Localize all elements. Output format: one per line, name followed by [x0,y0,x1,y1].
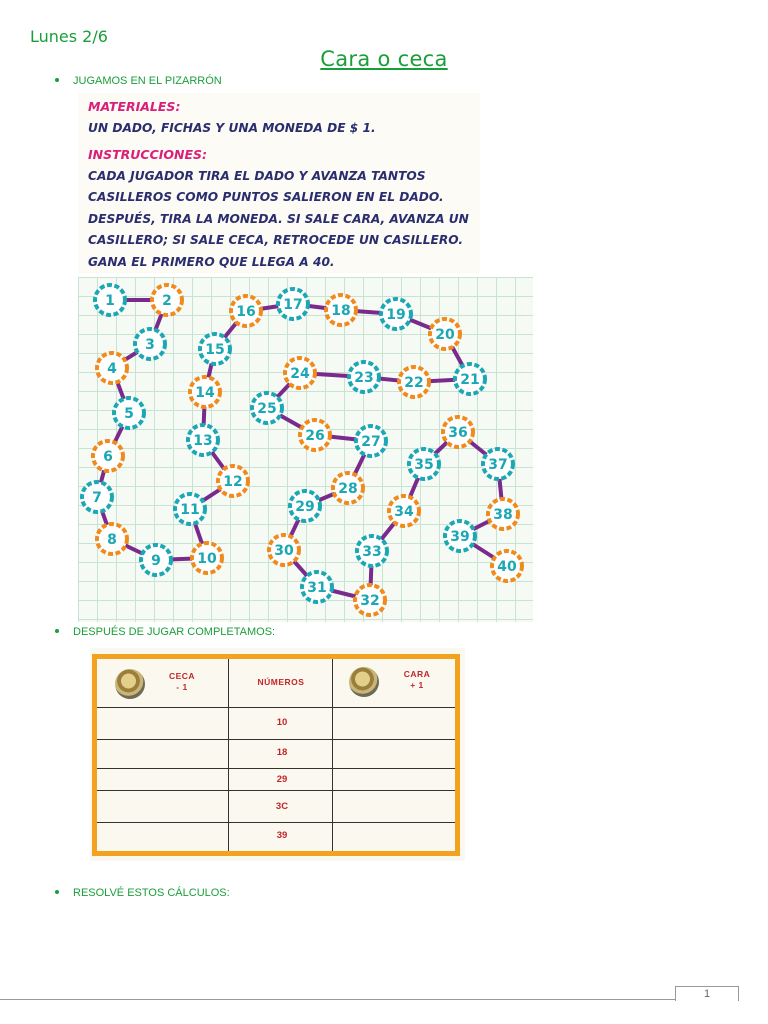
board-cell [190,377,220,407]
board-cell-number: 5 [124,406,134,422]
materials-title: MATERIALES: [88,99,181,114]
header-numeros: NÚMEROS [257,677,305,687]
board-cell-number: 7 [92,490,102,506]
table-cell-number: 3C [275,801,289,812]
board-cell [389,496,419,526]
board-cell-number: 16 [236,304,256,320]
bullet-item-complete [55,626,275,638]
board-cell [357,536,387,566]
board-cell [200,334,230,364]
board-cell [269,535,299,565]
board-cell-number: 6 [103,449,113,465]
board-cell-number: 25 [257,401,277,417]
board-cell [114,398,144,428]
game-board-drawing [78,277,533,622]
table-divider [97,790,455,791]
coin-ceca-icon [115,669,145,699]
instructions-image [78,93,480,273]
board-cell [300,420,330,450]
header-ceca [157,671,207,693]
board-cell [285,358,315,388]
coin-table-image [90,648,465,861]
bullet-text: JUGAMOS EN EL PIZARRÓN [73,75,222,87]
board-cell [445,521,475,551]
board-cell [333,473,363,503]
board-cell-number: 30 [274,543,294,559]
table-divider [97,822,455,823]
board-cell-number: 14 [195,385,215,401]
board-cell [97,353,127,383]
board-cell-number: 40 [497,559,517,575]
board-cell [175,494,205,524]
board-cell [381,299,411,329]
bullet-dot-icon [55,78,59,82]
board-cell [93,441,123,471]
instruction-line: CASILLERO; SI SALE CECA, RETROCEDE UN CASILLERO. [88,233,463,247]
board-cell-number: 11 [180,502,200,518]
table-cell-number: 10 [276,717,288,728]
board-cell [82,482,112,512]
board-cell-number: 27 [361,434,381,450]
instruction-line: CASILLEROS COMO PUNTOS SALIERON EN EL DADO. [88,190,444,204]
board-cell [152,285,182,315]
board-cell-number: 38 [493,507,513,523]
cara-value: + 1 [410,680,424,690]
board-cell-number: 22 [404,375,424,391]
instruction-line: GANA EL PRIMERO QUE LLEGA A 40. [88,254,335,269]
board-cell-number: 34 [394,504,414,520]
board-cell [355,585,385,615]
bullet-text: DESPUÉS DE JUGAR COMPLETAMOS: [73,626,276,638]
board-cell [97,524,127,554]
instruction-line: CADA JUGADOR TIRA EL DADO Y AVANZA TANTOS [88,168,426,183]
ceca-value: - 1 [176,682,188,692]
board-cell-number: 23 [354,370,374,386]
bullet-item-board [55,75,222,87]
page-number: 1 [675,986,739,1001]
board-cell-number: 39 [450,529,470,545]
board-cell-number: 20 [435,327,455,343]
board-cell-number: 35 [414,457,434,473]
board-cell-number: 29 [295,499,315,515]
board-cell [218,466,248,496]
board-cell [188,425,218,455]
board-cell [141,545,171,575]
board-cell [356,426,386,456]
board-cell [492,551,522,581]
date-heading: Lunes 2/6 [30,27,108,46]
coin-table [92,654,460,856]
board-cell-number: 19 [386,307,406,323]
board-cell [443,417,473,447]
board-cell [302,572,332,602]
bullet-dot-icon [55,890,59,894]
materials-text: UN DADO, FICHAS Y UNA MONEDA DE $ 1. [88,120,376,135]
board-cell [95,285,125,315]
board-cell-number: 24 [290,366,310,382]
board-cell-number: 13 [193,433,213,449]
board-cell [430,319,460,349]
board-cell [252,393,282,423]
board-cell-number: 12 [223,474,243,490]
board-cell [135,329,165,359]
board-cell-number: 32 [360,593,380,609]
board-cell-number: 28 [338,481,358,497]
board-cell-number: 26 [305,428,325,444]
ceca-label: CECA [168,671,196,681]
bullet-item-calculations [55,887,230,899]
instruction-line: DESPUÉS, TIRA LA MONEDA. SI SALE CARA, AVANZA UN [88,211,469,226]
board-cell-number: 36 [448,425,468,441]
coin-cara-icon [349,667,379,697]
board-cell-number: 1 [105,293,115,309]
instructions-title: INSTRUCCIONES: [88,147,208,162]
header-cara [397,669,437,691]
table-cell-number: 18 [276,747,288,758]
table-divider [97,739,455,740]
board-cell-number: 8 [107,532,117,548]
cara-label: CARA [403,669,431,679]
bullet-dot-icon [55,629,59,633]
board-cell-number: 10 [197,551,217,567]
board-cell-number: 4 [107,361,117,377]
board-cell-number: 15 [205,342,225,358]
bullet-text: RESOLVÉ ESTOS CÁLCULOS: [73,887,230,899]
board-cell-number: 2 [162,293,172,309]
board-cell-number: 17 [283,297,303,313]
board-cell-number: 9 [151,553,161,569]
board-cell [399,367,429,397]
table-divider [97,768,455,769]
table-cell-number: 39 [276,830,288,841]
table-cell-number: 29 [276,774,288,785]
board-cell-number: 18 [331,303,351,319]
board-cell [349,362,379,392]
board-cell [455,364,485,394]
board-cell [488,499,518,529]
page-title: Cara o ceca [320,47,448,71]
board-cell [290,491,320,521]
board-cell [231,296,261,326]
board-cell-number: 3 [145,337,155,353]
game-board [78,277,533,622]
board-cell [409,449,439,479]
board-cell-number: 31 [307,580,327,596]
board-cell-number: 21 [460,372,480,388]
board-cell-number: 33 [362,544,382,560]
footer-rule [0,999,675,1000]
board-cell [192,543,222,573]
table-divider [97,707,455,708]
board-cell [483,449,513,479]
board-cell [326,295,356,325]
board-cell-number: 37 [488,457,508,473]
board-cell [278,289,308,319]
